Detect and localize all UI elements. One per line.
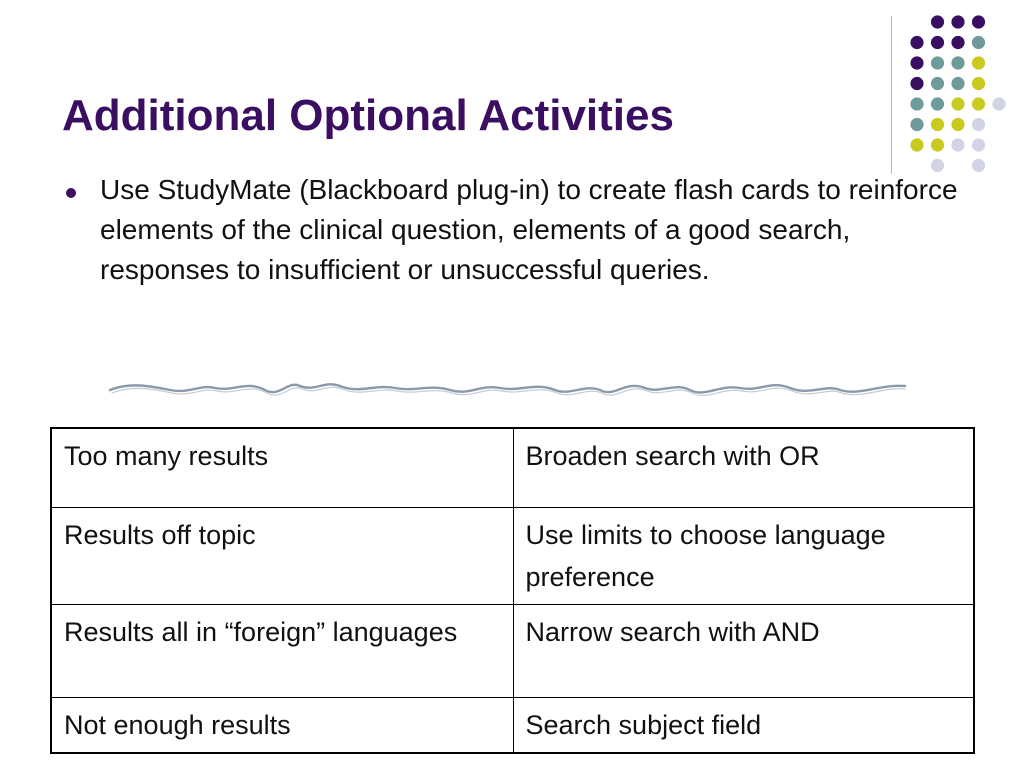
table-cell-problem: Results off topic [51,508,513,605]
table-cell-solution: Use limits to choose language preference [513,508,974,605]
bullet-text: Use StudyMate (Blackboard plug-in) to create flash cards to reinforce elements of the clinical question, elements of a good search, responses to insufficient or unsuccessful queries. [100,174,958,285]
table-row [51,508,974,605]
table-row [51,605,974,698]
table-cell-solution: Narrow search with AND [513,605,974,698]
table-cell-solution: Broaden search with OR [513,428,974,508]
search-tips-table [50,427,975,754]
table-row [51,428,974,508]
table-row [51,698,974,754]
slide-title: Additional Optional Activities [62,91,674,140]
table-cell-solution: Search subject field [513,698,974,754]
table-cell-problem: Too many results [51,428,513,508]
table-cell-problem: Not enough results [51,698,513,754]
table-cell-problem: Results all in “foreign” languages [51,605,513,698]
